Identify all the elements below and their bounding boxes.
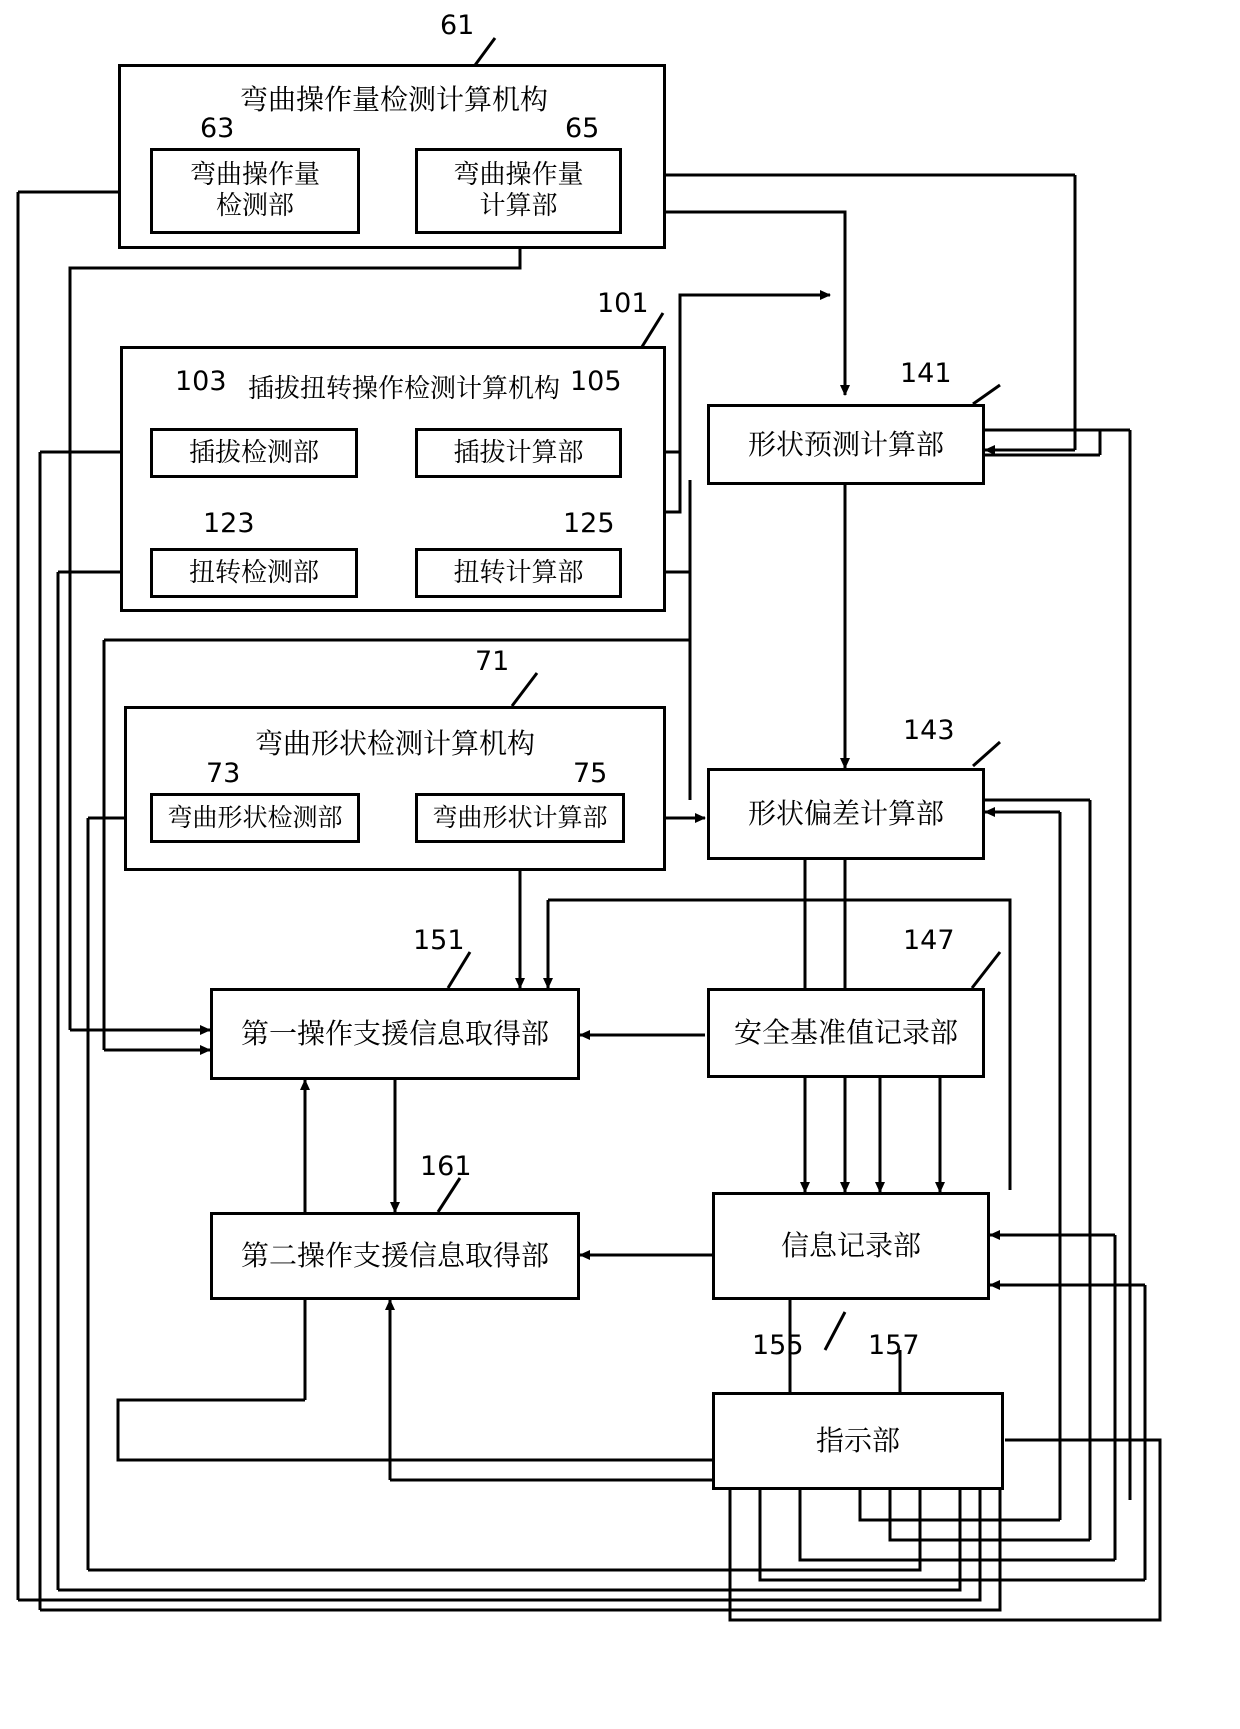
ref-123: 123 bbox=[203, 508, 255, 539]
ref-73: 73 bbox=[206, 758, 241, 789]
ref-61: 61 bbox=[440, 10, 475, 41]
box-bend-calc-label: 弯曲操作量 计算部 bbox=[453, 160, 584, 221]
box-shape-predict-label: 形状预测计算部 bbox=[747, 427, 944, 461]
box-second-support bbox=[210, 1212, 580, 1300]
box-insert-detect bbox=[150, 428, 358, 478]
ref-101: 101 bbox=[597, 288, 649, 319]
box-info-record bbox=[712, 1192, 990, 1300]
ref-105: 105 bbox=[570, 366, 622, 397]
ref-141: 141 bbox=[900, 358, 952, 389]
box-shape-detect-label: 弯曲形状检测部 bbox=[167, 803, 343, 833]
ref-63: 63 bbox=[200, 113, 235, 144]
box-twist-calc bbox=[415, 548, 622, 598]
ref-147: 147 bbox=[903, 925, 955, 956]
box-safety-record-label: 安全基准值记录部 bbox=[733, 1016, 958, 1050]
box-bend-calc bbox=[415, 148, 622, 234]
box-instruction bbox=[712, 1392, 1004, 1490]
box-bend-detect-label: 弯曲操作量 检测部 bbox=[189, 160, 320, 221]
box-safety-record bbox=[707, 988, 985, 1078]
ref-151: 151 bbox=[413, 925, 465, 956]
box-info-record-label: 信息记录部 bbox=[780, 1229, 921, 1263]
box-twist-detect bbox=[150, 548, 358, 598]
box-insert-calc-label: 插拔计算部 bbox=[453, 437, 584, 468]
ref-71: 71 bbox=[475, 646, 510, 677]
ref-103: 103 bbox=[175, 366, 227, 397]
box-insert-detect-label: 插拔检测部 bbox=[188, 437, 319, 468]
ref-143: 143 bbox=[903, 715, 955, 746]
ref-65: 65 bbox=[565, 113, 600, 144]
box-shape-detect bbox=[150, 793, 360, 843]
box-shape-predict bbox=[707, 404, 985, 485]
box-instruction-label: 指示部 bbox=[815, 1424, 900, 1458]
box-first-support-label: 第一操作支援信息取得部 bbox=[240, 1017, 549, 1051]
box-shape-deviation-label: 形状偏差计算部 bbox=[747, 797, 944, 831]
ref-75: 75 bbox=[573, 758, 608, 789]
box-bend-detect bbox=[150, 148, 360, 234]
box-first-support bbox=[210, 988, 580, 1080]
ref-157: 157 bbox=[868, 1330, 920, 1361]
box-second-support-label: 第二操作支援信息取得部 bbox=[240, 1239, 549, 1273]
box-twist-calc-label: 扭转计算部 bbox=[453, 557, 584, 588]
ref-161: 161 bbox=[420, 1151, 472, 1182]
ref-125: 125 bbox=[563, 508, 615, 539]
group-insert-twist-title: 插拔扭转操作检测计算机构 bbox=[248, 374, 561, 404]
box-shape-deviation bbox=[707, 768, 985, 860]
box-shape-calc-label: 弯曲形状计算部 bbox=[432, 803, 608, 833]
group-bend-shape-title: 弯曲形状检测计算机构 bbox=[255, 727, 536, 760]
box-insert-calc bbox=[415, 428, 622, 478]
ref-155: 155 bbox=[752, 1330, 804, 1361]
box-twist-detect-label: 扭转检测部 bbox=[188, 557, 319, 588]
group-bend-operation-title: 弯曲操作量检测计算机构 bbox=[240, 83, 549, 116]
box-shape-calc bbox=[415, 793, 625, 843]
